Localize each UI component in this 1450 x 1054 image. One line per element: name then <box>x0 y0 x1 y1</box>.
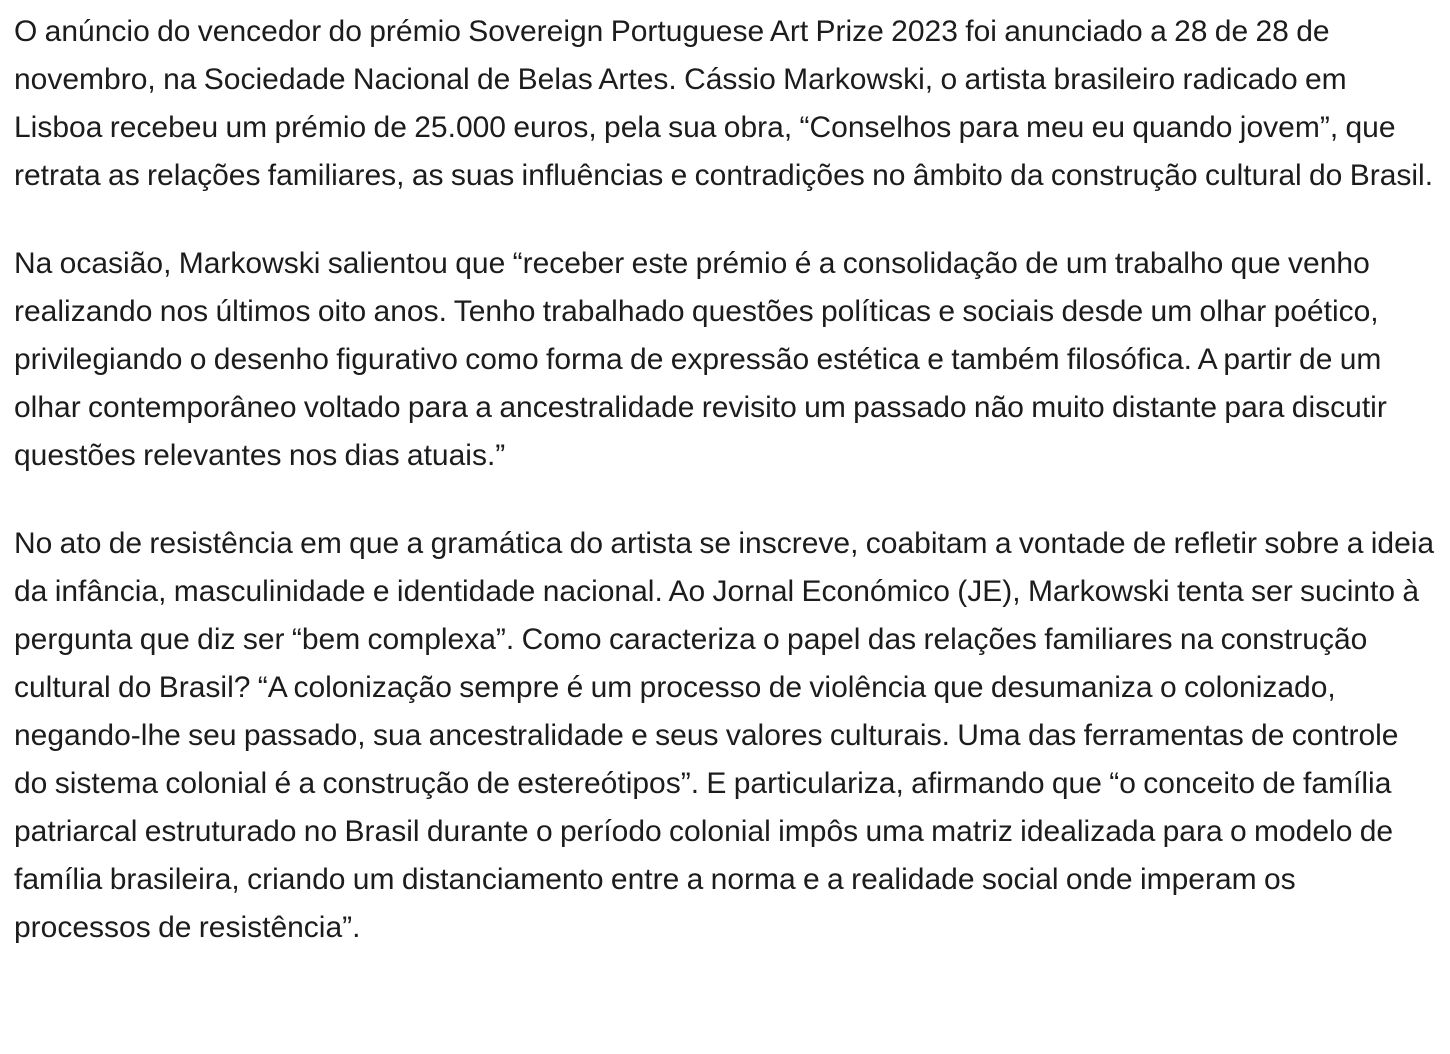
article-paragraph-2: Na ocasião, Markowski salientou que “receber este prémio é a consolidação de um trabalho que venho realizando nos últimos oito anos. Tenho trabalhado questões políticas e sociais desde um olhar poético, privilegiando o desenho figurativo como forma de expressão estética e também filosófica. A partir de um olhar contemporâneo voltado para a ancestralidade revisito um passado não muito distante para discutir questões relevantes nos dias atuais.” <box>14 247 1387 472</box>
article-paragraph-3: No ato de resistência em que a gramática do artista se inscreve, coabitam a vontade de refletir sobre a ideia da infância, masculinidade e identidade nacional. Ao Jornal Económico (JE), Markowski tenta ser sucinto à pergunta que diz ser “bem complexa”. Como caracteriza o papel das relações familiares na construção cultural do Brasil? “A colonização sempre é um processo de violência que desumaniza o colonizado, negando-lhe seu passado, sua ancestralidade e seus valores culturais. Uma das ferramentas de controle do sistema colonial é a construção de estereótipos”. E particulariza, afirmando que “o conceito de família patriarcal estruturado no Brasil durante o período colonial impôs uma matriz idealizada para o modelo de família brasileira, criando um distanciamento entre a norma e a realidade social onde imperam os processos de resistência”. <box>14 527 1435 944</box>
article-paragraph-1: O anúncio do vencedor do prémio Sovereign Portuguese Art Prize 2023 foi anunciado a 28 de 28 de novembro, na Sociedade Nacional de Belas Artes. Cássio Markowski, o artista brasileiro radicado em Lisboa recebeu um prémio de 25.000 euros, pela sua obra, “Conselhos para meu eu quando jovem”, que retrata as relações familiares, as suas influências e contradições no âmbito da construção cultural do Brasil. <box>14 15 1434 192</box>
